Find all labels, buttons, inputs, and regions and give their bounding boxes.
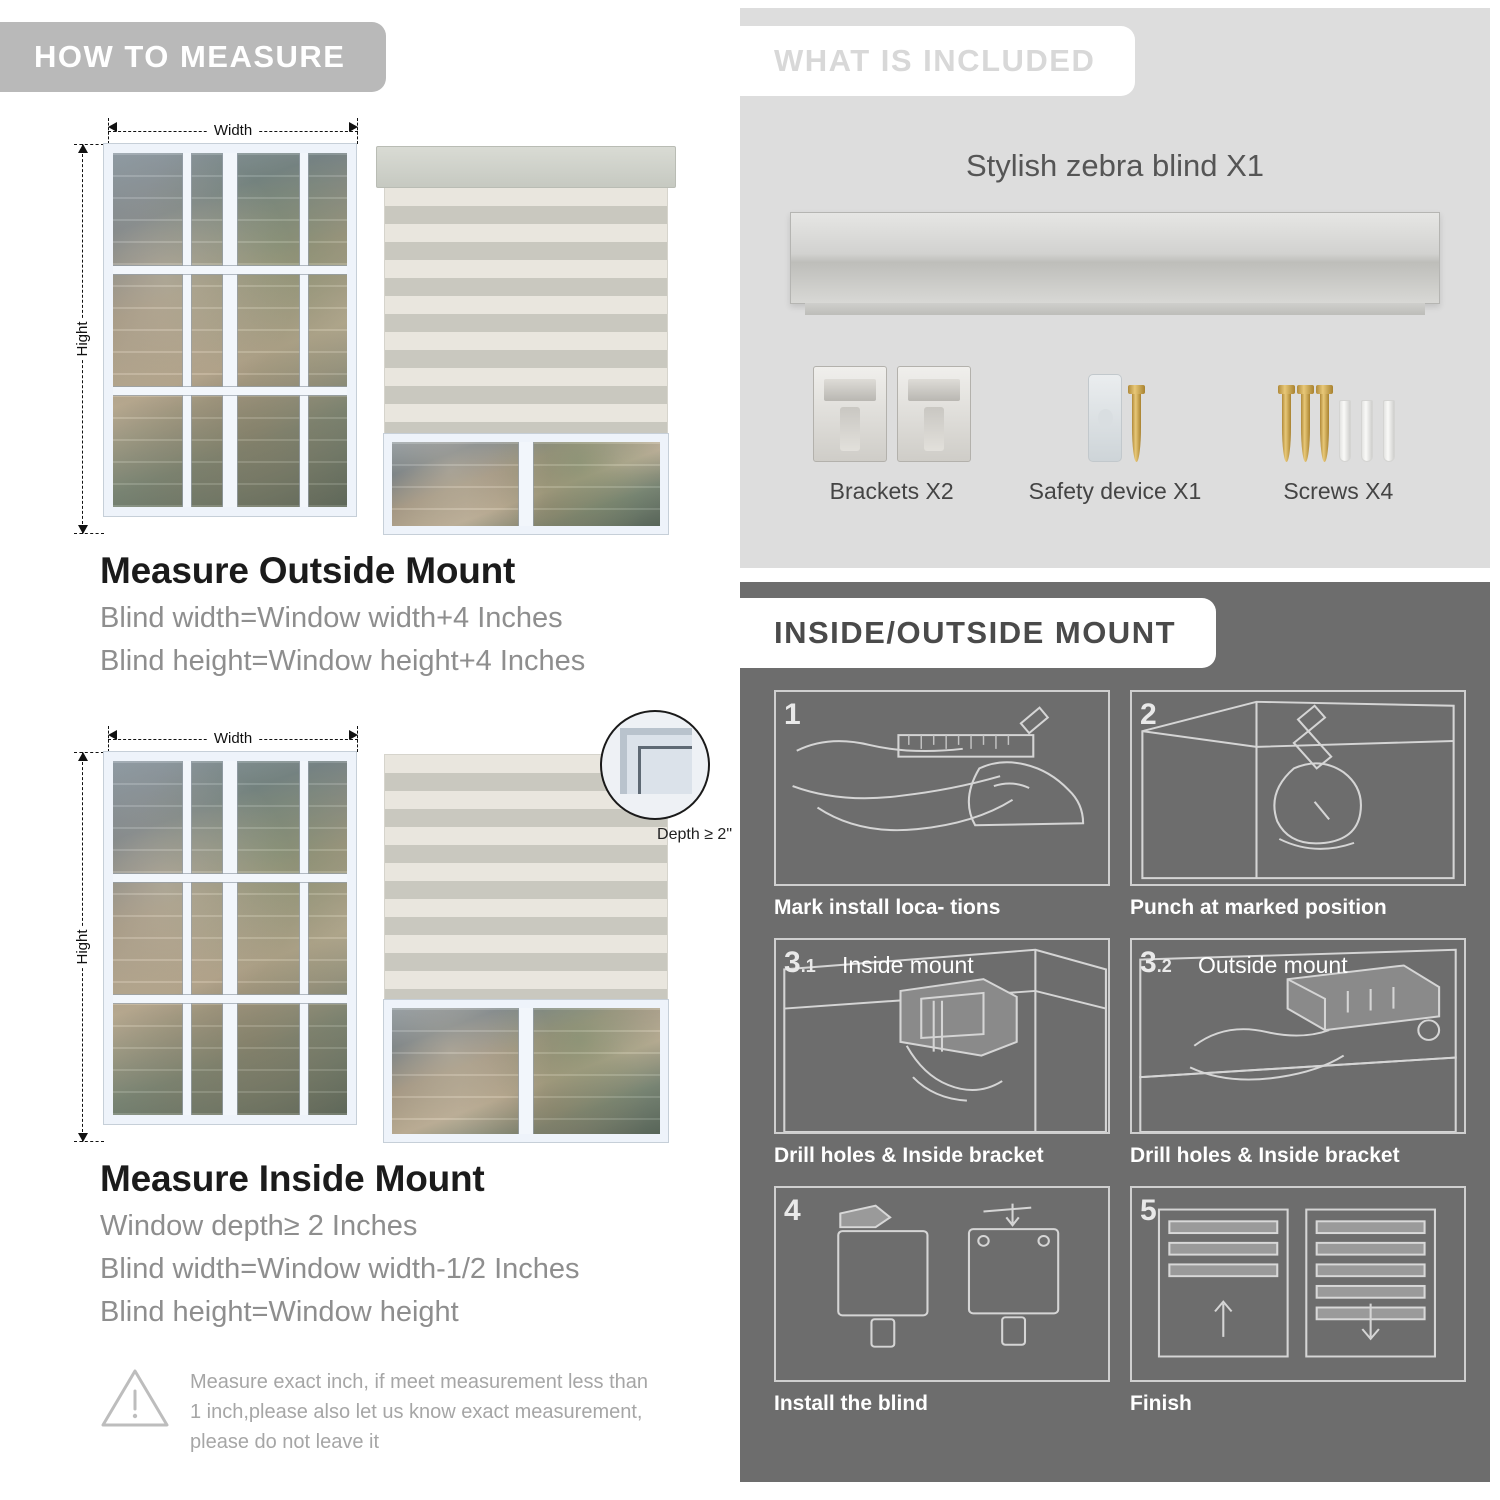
- arrow-left-icon: [108, 730, 117, 740]
- section-title-what-is-included: WHAT IS INCLUDED: [740, 26, 1135, 96]
- warning-triangle-icon: [100, 1367, 170, 1429]
- mullion-horizontal: [113, 387, 347, 395]
- tick-left: [108, 118, 109, 144]
- inside-mount-illustration: [0, 726, 740, 1142]
- wall-anchor-icon: [1361, 400, 1373, 462]
- mullion-vertical: [183, 153, 191, 507]
- step-3-2: [1130, 938, 1466, 1168]
- step-caption: Punch at marked position: [1130, 896, 1387, 919]
- mullion-vertical: [300, 153, 308, 507]
- screws-image: [1231, 352, 1446, 462]
- step-inline-label: Outside mount: [1198, 952, 1348, 978]
- step-caption: Mark install loca- tions: [774, 896, 1001, 919]
- wall-anchor-icon: [1339, 400, 1351, 462]
- inside-width-dimension: [108, 726, 358, 752]
- inside-height-dimension: [60, 752, 104, 1142]
- step-number: 3.1: [784, 946, 816, 979]
- width-label: Width: [207, 122, 259, 139]
- mullion-vertical: [223, 761, 237, 1115]
- measurement-note-text: Measure exact inch, if meet measurement less than 1 inch,please also let us know exact measurement, please do not leave it: [190, 1371, 648, 1453]
- step-caption: Finish: [1130, 1392, 1192, 1415]
- window-photo: [104, 144, 356, 516]
- tick-top: [74, 752, 104, 753]
- section-title-how-to-measure: HOW TO MEASURE: [0, 22, 386, 92]
- part-screws: [1231, 352, 1446, 505]
- installation-steps: [740, 668, 1490, 1440]
- inside-mount-line-2: Blind width=Window width-1/2 Inches: [100, 1253, 580, 1285]
- part-brackets: [784, 352, 999, 505]
- parts-list: [740, 352, 1490, 505]
- window-photo: [104, 752, 356, 1124]
- outside-mount-line-2: Blind height=Window height+4 Inches: [100, 645, 586, 677]
- inside-mount-blind-illustration: [376, 754, 732, 1142]
- wall-anchor-icon: [1383, 400, 1395, 462]
- inside-mount-heading: Measure Inside Mount: [100, 1158, 485, 1199]
- safety-device-image: [1007, 352, 1222, 462]
- mullion-horizontal: [113, 874, 347, 882]
- bracket-icon: [813, 366, 887, 462]
- step-number: 5: [1140, 1194, 1157, 1227]
- height-label: Hight: [72, 926, 93, 967]
- step-number: 2: [1140, 698, 1157, 731]
- outside-width-dimension: [108, 118, 358, 144]
- tick-bottom: [74, 1141, 104, 1142]
- inside-outside-mount-panel: [740, 582, 1490, 1482]
- step-1-illustration: [774, 690, 1110, 886]
- width-label: Width: [207, 730, 259, 747]
- outside-window-with-dimensions: [60, 118, 358, 534]
- screw-icon: [1301, 392, 1310, 462]
- outside-mount-heading: Measure Outside Mount: [100, 550, 516, 591]
- tick-right: [357, 118, 358, 144]
- step-3-1-illustration: [774, 938, 1110, 1134]
- arrow-left-icon: [108, 122, 117, 132]
- mullion-vertical: [519, 442, 533, 526]
- arrow-up-icon: [78, 752, 88, 761]
- depth-callout-inner: [638, 746, 692, 794]
- what-is-included-panel: [740, 8, 1490, 568]
- step-number: 3.2: [1140, 946, 1172, 979]
- height-label: Hight: [72, 318, 93, 359]
- step-caption: Drill holes & Inside bracket: [774, 1144, 1044, 1167]
- part-label: Safety device X1: [1028, 478, 1202, 504]
- step-3-1: [774, 938, 1110, 1168]
- depth-callout-circle: [600, 710, 710, 820]
- right-column: [740, 0, 1500, 1500]
- tick-right: [357, 726, 358, 752]
- depth-label: Depth ≥ 2": [657, 826, 732, 843]
- outside-mount-illustration: [0, 118, 740, 534]
- part-label: Screws X4: [1283, 478, 1394, 504]
- measurement-note: [0, 1367, 740, 1457]
- step-number: 1: [784, 698, 801, 731]
- step-2-illustration: [1130, 690, 1466, 886]
- mount-header: [740, 582, 1490, 668]
- step-5: [1130, 1186, 1466, 1416]
- mullion-horizontal: [113, 266, 347, 274]
- blind-fabric: [384, 188, 668, 434]
- outside-mount-blind-illustration: [376, 146, 676, 534]
- inside-mount-block: [0, 726, 740, 1329]
- screw-icon: [1132, 392, 1141, 462]
- step-caption: Drill holes & Inside bracket: [1130, 1144, 1400, 1167]
- mullion-vertical: [223, 153, 237, 507]
- mullion-vertical: [183, 761, 191, 1115]
- mullion-vertical: [519, 1008, 533, 1134]
- brackets-image: [784, 352, 999, 462]
- how-to-measure-column: [0, 0, 740, 1500]
- what-is-included-header: [740, 8, 1490, 96]
- window-body: [60, 752, 358, 1142]
- how-to-measure-header: [0, 0, 740, 92]
- tick-top: [74, 144, 104, 145]
- step-2: [1130, 690, 1466, 920]
- inside-mount-line-1: Window depth≥ 2 Inches: [100, 1210, 418, 1242]
- safety-device-icon: [1088, 374, 1122, 462]
- step-4-illustration: [774, 1186, 1110, 1382]
- step-4: [774, 1186, 1110, 1416]
- outside-mount-block: [0, 118, 740, 678]
- inside-window-with-dimensions: [60, 726, 358, 1142]
- tick-left: [108, 726, 109, 752]
- step-number: 4: [784, 1194, 801, 1227]
- blind-headrail: [376, 146, 676, 188]
- tick-bottom: [74, 533, 104, 534]
- product-title: Stylish zebra blind X1: [965, 148, 1265, 183]
- part-label: Brackets X2: [829, 478, 954, 504]
- part-safety-device: [1007, 352, 1222, 505]
- screw-icon: [1282, 392, 1291, 462]
- step-5-illustration: [1130, 1186, 1466, 1382]
- window-under-blind: [384, 434, 668, 534]
- zebra-blind-product-image: [790, 212, 1440, 304]
- mullion-horizontal: [113, 995, 347, 1003]
- section-title-inside-outside-mount: INSIDE/OUTSIDE MOUNT: [740, 598, 1216, 668]
- step-caption: Install the blind: [774, 1392, 929, 1415]
- screw-icon: [1320, 392, 1329, 462]
- outside-height-dimension: [60, 144, 104, 534]
- window-under-blind: [384, 1000, 668, 1142]
- arrow-up-icon: [78, 144, 88, 153]
- bracket-icon: [897, 366, 971, 462]
- step-inline-label: Inside mount: [842, 952, 974, 978]
- outside-mount-line-1: Blind width=Window width+4 Inches: [100, 602, 563, 634]
- window-body: [60, 144, 358, 534]
- mullion-vertical: [300, 761, 308, 1115]
- step-1: [774, 690, 1110, 920]
- step-3-2-illustration: [1130, 938, 1466, 1134]
- inside-mount-line-3: Blind height=Window height: [100, 1296, 459, 1328]
